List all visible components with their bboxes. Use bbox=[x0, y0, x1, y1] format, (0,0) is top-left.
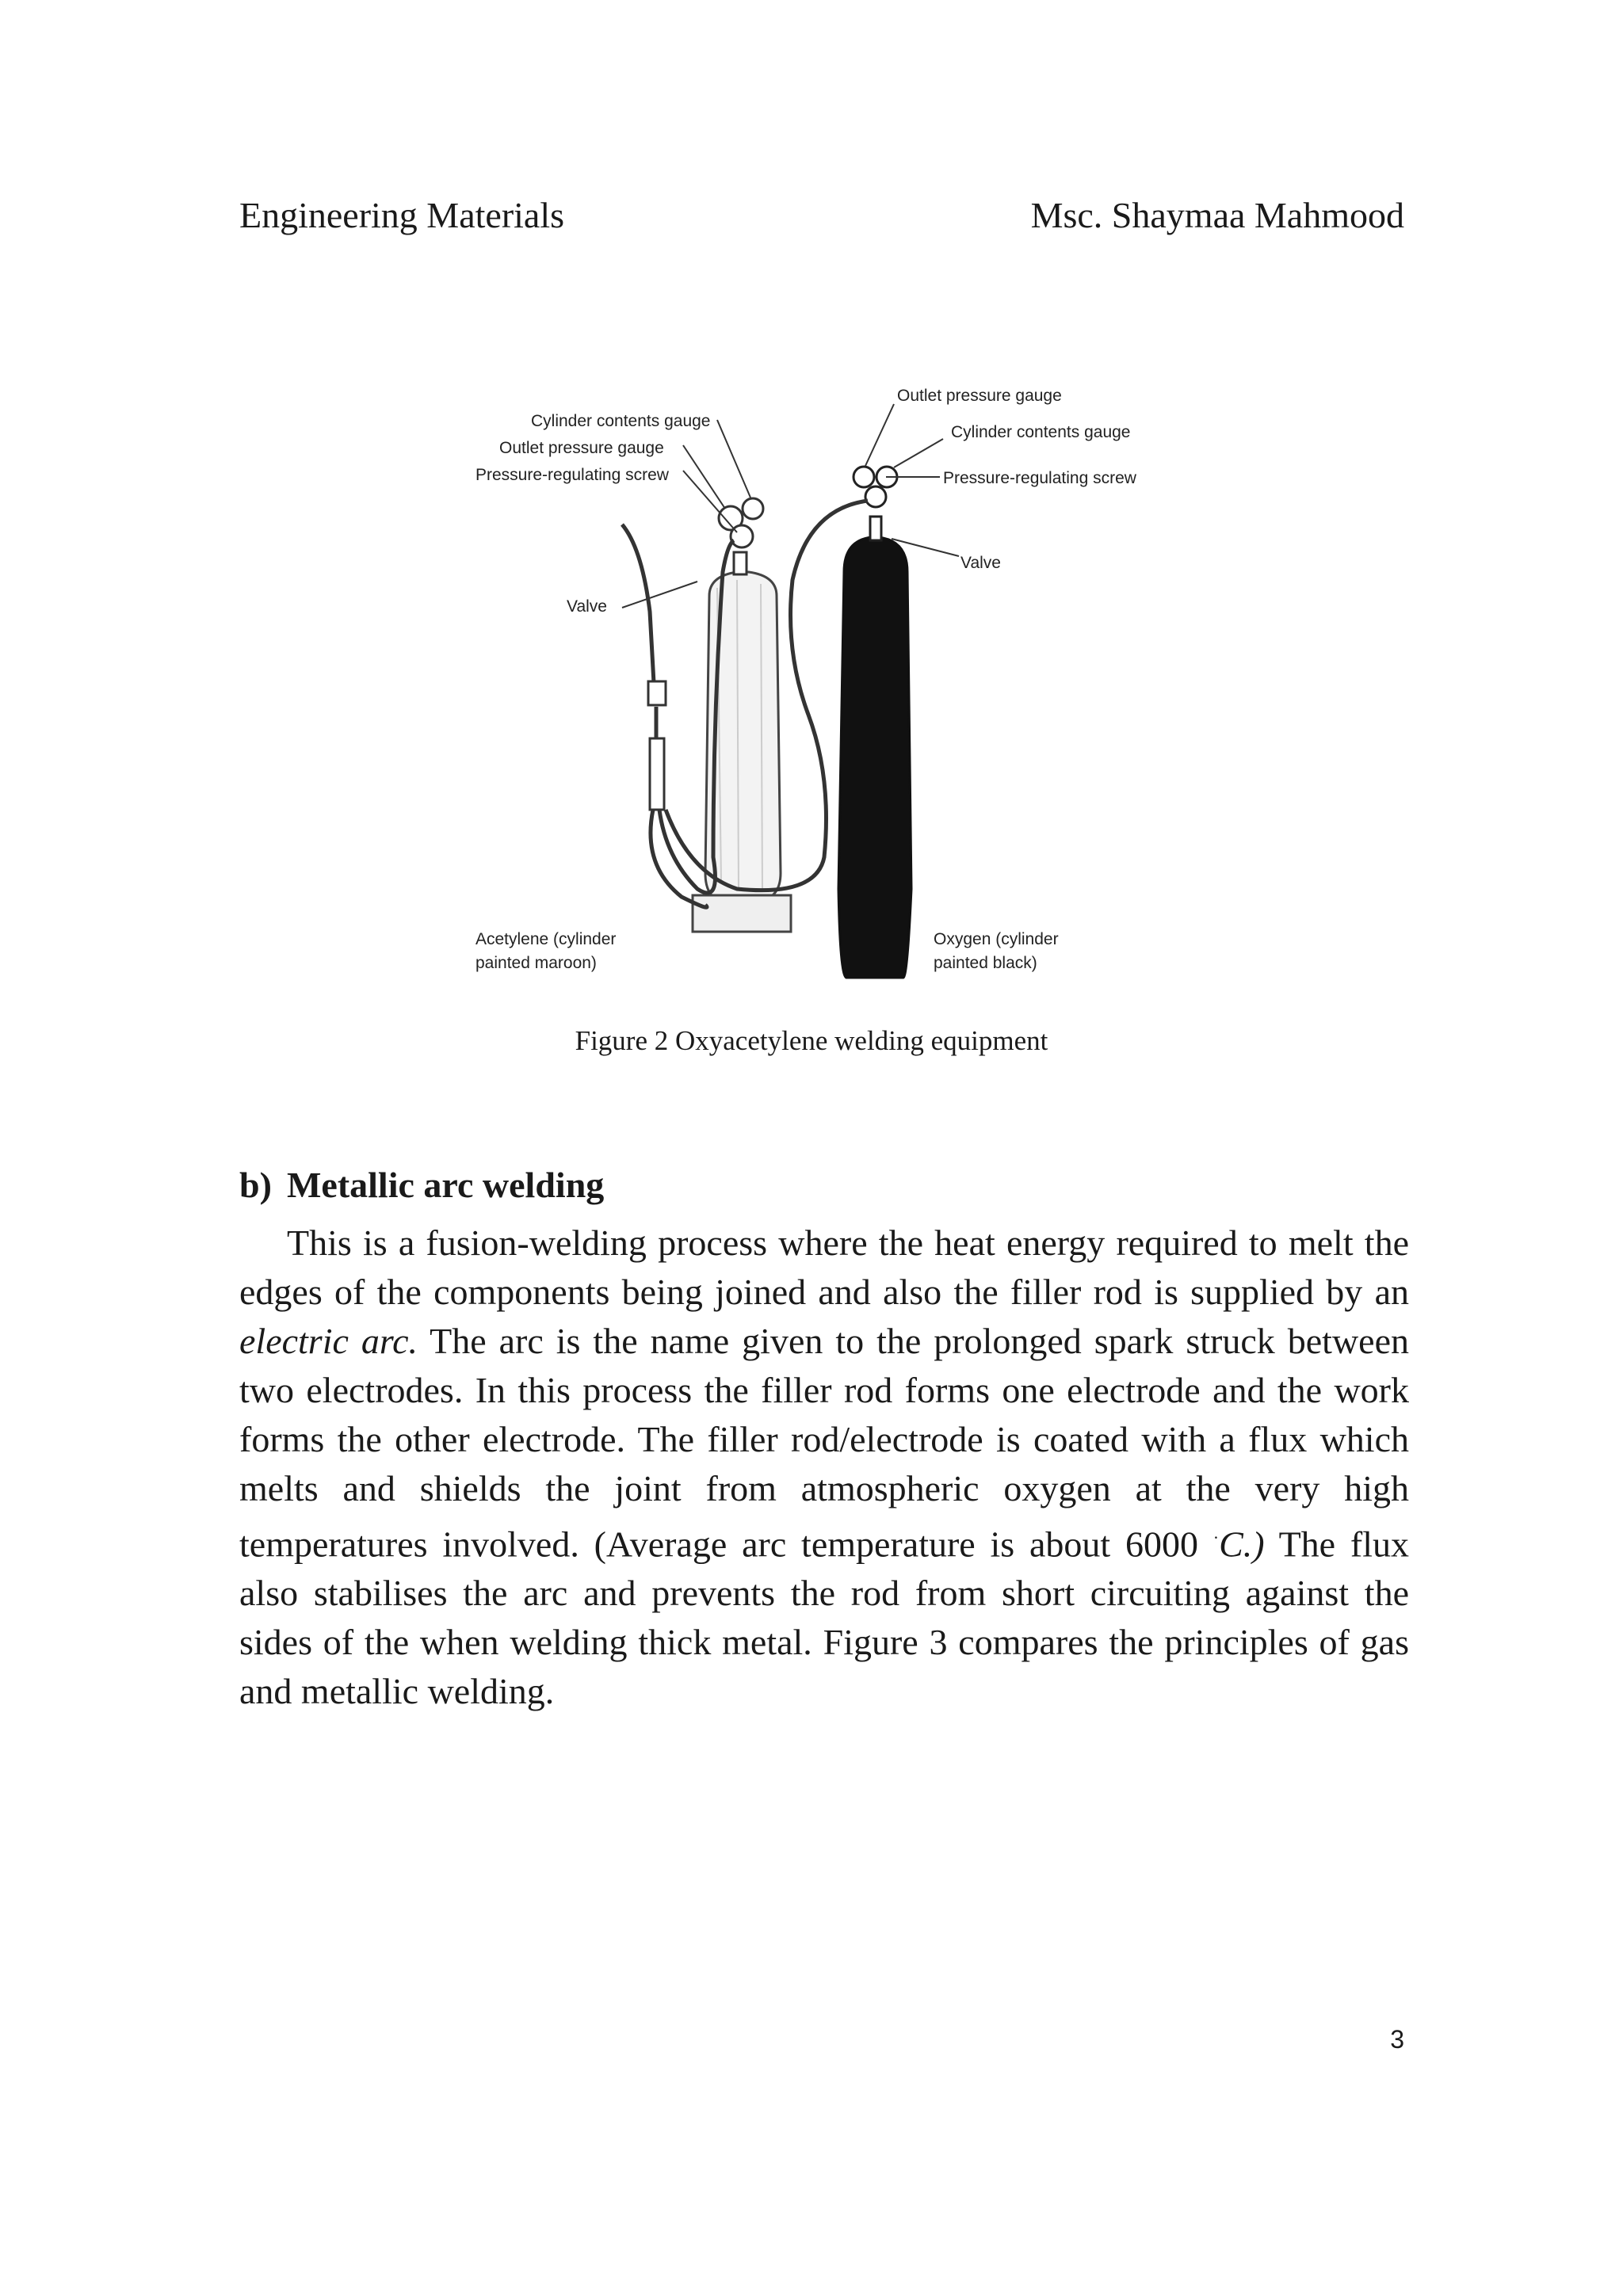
paragraph-part-2: The arc is the name given to the prolonged spark struck between two electrodes. In this process the filler rod forms one electrode and the work forms the other electrode. The filler rod/electrode is coated with a flux which melts and shields the joint from atmospheric oxygen at the very high temperatures involved. (Average arc temperature is about 6000 bbox=[239, 1321, 1409, 1565]
label-acetylene-line1: Acetylene (cylinder bbox=[475, 930, 617, 948]
header-course-title: Engineering Materials bbox=[239, 195, 565, 235]
section-number: b) bbox=[239, 1165, 272, 1205]
paragraph-italic-celsius: C.) bbox=[1219, 1524, 1265, 1565]
figure-caption: Figure 2 Oxyacetylene welding equipment bbox=[575, 1025, 1048, 1056]
label-right-cylinder-contents-gauge: Cylinder contents gauge bbox=[951, 423, 1131, 441]
header-author: Msc. Shaymaa Mahmood bbox=[1030, 195, 1404, 235]
page-number: 3 bbox=[1390, 2025, 1404, 2054]
paragraph-part-3: The flux also stabilises the arc and prevents the rod from short circuiting against the sides of the when welding thick metal. Figure 3 compares the principles of gas and metallic welding. bbox=[239, 1524, 1409, 1712]
section-heading bbox=[239, 1161, 604, 1209]
label-acetylene-line2: painted maroon) bbox=[475, 954, 597, 972]
acetylene-cylinder bbox=[693, 572, 791, 932]
oxyacetylene-equipment-figure bbox=[475, 382, 1173, 984]
section-title: Metallic arc welding bbox=[287, 1165, 605, 1205]
label-left-pressure-regulating-screw: Pressure-regulating screw bbox=[475, 466, 669, 484]
label-left-cylinder-contents-gauge: Cylinder contents gauge bbox=[531, 412, 711, 430]
paragraph-italic-electric-arc: electric arc. bbox=[239, 1321, 418, 1361]
paragraph-part-1: This is a fusion-welding process where the heat energy required to melt the edges of the components being joined and also the filler rod is supplied by an bbox=[239, 1222, 1409, 1312]
label-right-valve: Valve bbox=[960, 554, 1001, 572]
label-left-valve: Valve bbox=[567, 597, 607, 616]
label-oxygen-line1: Oxygen (cylinder bbox=[934, 930, 1059, 948]
label-oxygen-line2: painted black) bbox=[934, 954, 1037, 972]
oxygen-cylinder bbox=[838, 467, 911, 978]
degree-mark: · bbox=[1212, 1527, 1220, 1547]
body-paragraph bbox=[239, 1219, 1409, 1716]
label-right-outlet-pressure-gauge: Outlet pressure gauge bbox=[897, 387, 1062, 405]
label-left-outlet-pressure-gauge: Outlet pressure gauge bbox=[499, 439, 664, 457]
label-right-pressure-regulating-screw: Pressure-regulating screw bbox=[943, 469, 1136, 487]
